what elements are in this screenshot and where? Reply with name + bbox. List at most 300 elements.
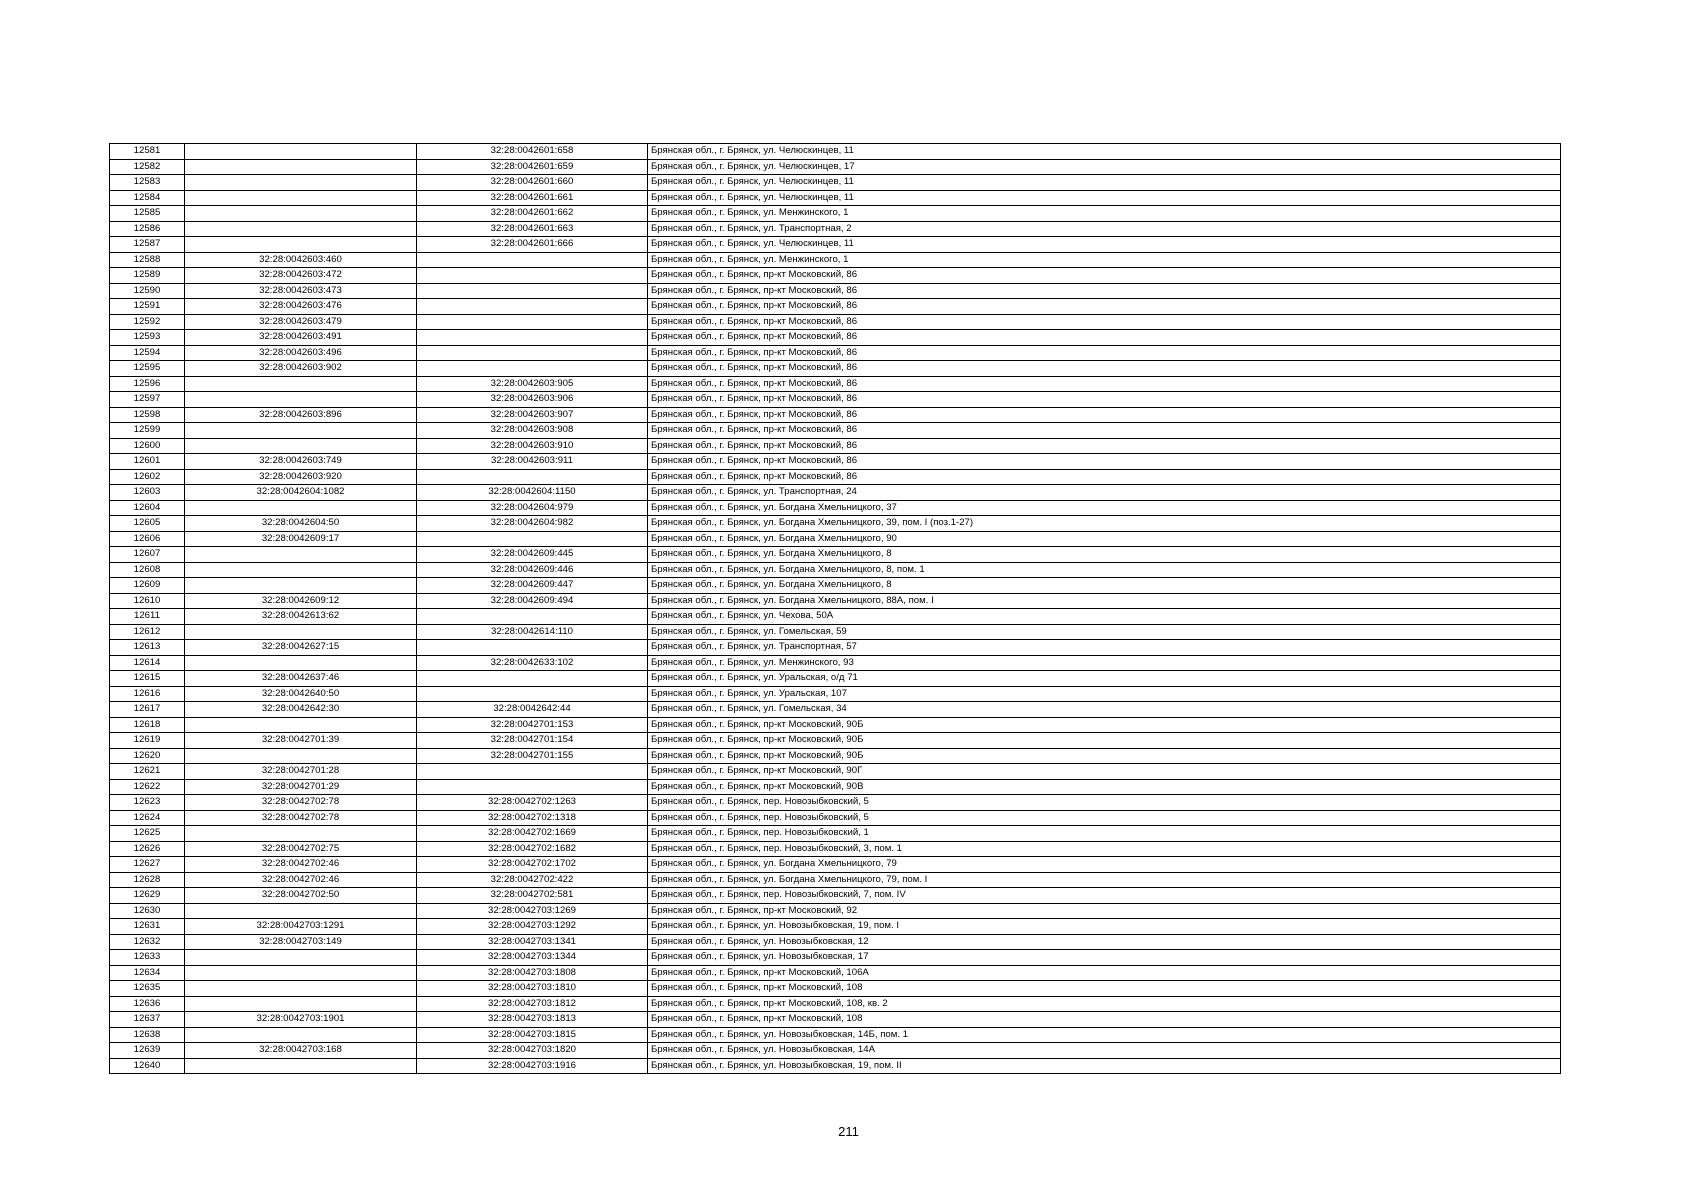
row-number-cell: 12614 (110, 655, 185, 671)
address-cell: Брянская обл., г. Брянск, ул. Новозыбковская, 14А (648, 1043, 1561, 1059)
building-cadastral-number-cell: 32:28:0042703:1916 (417, 1058, 648, 1074)
table-row (110, 221, 1561, 237)
building-cadastral-number-cell: 32:28:0042703:1269 (417, 903, 648, 919)
row-number-cell: 12601 (110, 454, 185, 470)
row-number-cell: 12595 (110, 361, 185, 377)
land-cadastral-number-cell (185, 1027, 417, 1043)
building-cadastral-number-cell (417, 252, 648, 268)
address-cell: Брянская обл., г. Брянск, пер. Новозыбковский, 5 (648, 795, 1561, 811)
address-cell: Брянская обл., г. Брянск, ул. Богдана Хмельницкого, 8 (648, 547, 1561, 563)
row-number-cell: 12638 (110, 1027, 185, 1043)
table-row (110, 159, 1561, 175)
building-cadastral-number-cell: 32:28:0042603:905 (417, 376, 648, 392)
address-cell: Брянская обл., г. Брянск, ул. Уральская, 107 (648, 686, 1561, 702)
land-cadastral-number-cell (185, 996, 417, 1012)
table-row (110, 562, 1561, 578)
table-row (110, 717, 1561, 733)
table-row (110, 190, 1561, 206)
table-row (110, 686, 1561, 702)
land-cadastral-number-cell (185, 159, 417, 175)
address-cell: Брянская обл., г. Брянск, пр-кт Московский, 86 (648, 454, 1561, 470)
table-row (110, 609, 1561, 625)
address-cell: Брянская обл., г. Брянск, ул. Новозыбковская, 14Б, пом. 1 (648, 1027, 1561, 1043)
land-cadastral-number-cell: 32:28:0042604:50 (185, 516, 417, 532)
land-cadastral-number-cell (185, 438, 417, 454)
row-number-cell: 12620 (110, 748, 185, 764)
building-cadastral-number-cell: 32:28:0042701:154 (417, 733, 648, 749)
row-number-cell: 12592 (110, 314, 185, 330)
building-cadastral-number-cell: 32:28:0042609:447 (417, 578, 648, 594)
land-cadastral-number-cell: 32:28:0042603:902 (185, 361, 417, 377)
land-cadastral-number-cell: 32:28:0042640:50 (185, 686, 417, 702)
building-cadastral-number-cell: 32:28:0042609:446 (417, 562, 648, 578)
building-cadastral-number-cell: 32:28:0042603:907 (417, 407, 648, 423)
building-cadastral-number-cell: 32:28:0042601:660 (417, 175, 648, 191)
address-cell: Брянская обл., г. Брянск, ул. Транспортная, 24 (648, 485, 1561, 501)
land-cadastral-number-cell: 32:28:0042609:12 (185, 593, 417, 609)
building-cadastral-number-cell (417, 299, 648, 315)
building-cadastral-number-cell: 32:28:0042603:908 (417, 423, 648, 439)
land-cadastral-number-cell (185, 547, 417, 563)
row-number-cell: 12598 (110, 407, 185, 423)
land-cadastral-number-cell: 32:28:0042703:149 (185, 934, 417, 950)
table-row (110, 950, 1561, 966)
row-number-cell: 12628 (110, 872, 185, 888)
building-cadastral-number-cell: 32:28:0042702:422 (417, 872, 648, 888)
row-number-cell: 12581 (110, 144, 185, 160)
table-row (110, 748, 1561, 764)
address-cell: Брянская обл., г. Брянск, пр-кт Московский, 86 (648, 392, 1561, 408)
building-cadastral-number-cell: 32:28:0042703:1813 (417, 1012, 648, 1028)
building-cadastral-number-cell: 32:28:0042702:1263 (417, 795, 648, 811)
address-cell: Брянская обл., г. Брянск, пр-кт Московский, 86 (648, 376, 1561, 392)
table-row (110, 919, 1561, 935)
land-cadastral-number-cell (185, 175, 417, 191)
row-number-cell: 12609 (110, 578, 185, 594)
address-cell: Брянская обл., г. Брянск, пер. Новозыбковский, 1 (648, 826, 1561, 842)
row-number-cell: 12608 (110, 562, 185, 578)
table-row (110, 888, 1561, 904)
table-row (110, 841, 1561, 857)
address-cell: Брянская обл., г. Брянск, пр-кт Московский, 92 (648, 903, 1561, 919)
row-number-cell: 12615 (110, 671, 185, 687)
table-row (110, 407, 1561, 423)
table-row (110, 671, 1561, 687)
table-row (110, 578, 1561, 594)
address-cell: Брянская обл., г. Брянск, ул. Новозыбковская, 19, пом. I (648, 919, 1561, 935)
address-cell: Брянская обл., г. Брянск, ул. Менжинского, 93 (648, 655, 1561, 671)
address-cell: Брянская обл., г. Брянск, ул. Богдана Хмельницкого, 8 (648, 578, 1561, 594)
address-cell: Брянская обл., г. Брянск, пр-кт Московский, 90Б (648, 748, 1561, 764)
address-cell: Брянская обл., г. Брянск, пр-кт Московский, 86 (648, 268, 1561, 284)
row-number-cell: 12639 (110, 1043, 185, 1059)
table-row (110, 206, 1561, 222)
row-number-cell: 12604 (110, 500, 185, 516)
page-number: 211 (838, 1124, 859, 1139)
building-cadastral-number-cell: 32:28:0042701:153 (417, 717, 648, 733)
table-row (110, 965, 1561, 981)
address-cell: Брянская обл., г. Брянск, пр-кт Московский, 108 (648, 981, 1561, 997)
building-cadastral-number-cell: 32:28:0042604:1150 (417, 485, 648, 501)
row-number-cell: 12616 (110, 686, 185, 702)
address-cell: Брянская обл., г. Брянск, пр-кт Московский, 90Б (648, 717, 1561, 733)
land-cadastral-number-cell (185, 392, 417, 408)
address-cell: Брянская обл., г. Брянск, ул. Менжинского, 1 (648, 252, 1561, 268)
address-cell: Брянская обл., г. Брянск, пер. Новозыбковский, 7, пом. IV (648, 888, 1561, 904)
row-number-cell: 12596 (110, 376, 185, 392)
address-cell: Брянская обл., г. Брянск, ул. Менжинского, 1 (648, 206, 1561, 222)
row-number-cell: 12629 (110, 888, 185, 904)
building-cadastral-number-cell: 32:28:0042702:1682 (417, 841, 648, 857)
table-row (110, 1027, 1561, 1043)
row-number-cell: 12607 (110, 547, 185, 563)
row-number-cell: 12611 (110, 609, 185, 625)
land-cadastral-number-cell (185, 376, 417, 392)
row-number-cell: 12618 (110, 717, 185, 733)
table-row (110, 1058, 1561, 1074)
building-cadastral-number-cell (417, 640, 648, 656)
table-row (110, 485, 1561, 501)
row-number-cell: 12634 (110, 965, 185, 981)
land-cadastral-number-cell: 32:28:0042603:496 (185, 345, 417, 361)
building-cadastral-number-cell: 32:28:0042702:581 (417, 888, 648, 904)
row-number-cell: 12621 (110, 764, 185, 780)
row-number-cell: 12582 (110, 159, 185, 175)
building-cadastral-number-cell (417, 686, 648, 702)
land-cadastral-number-cell: 32:28:0042627:15 (185, 640, 417, 656)
address-cell: Брянская обл., г. Брянск, ул. Транспортная, 57 (648, 640, 1561, 656)
table-row (110, 593, 1561, 609)
address-cell: Брянская обл., г. Брянск, пр-кт Московский, 86 (648, 438, 1561, 454)
building-cadastral-number-cell (417, 314, 648, 330)
land-cadastral-number-cell (185, 624, 417, 640)
land-cadastral-number-cell: 32:28:0042603:749 (185, 454, 417, 470)
land-cadastral-number-cell (185, 190, 417, 206)
building-cadastral-number-cell: 32:28:0042601:658 (417, 144, 648, 160)
table-row (110, 438, 1561, 454)
row-number-cell: 12640 (110, 1058, 185, 1074)
address-cell: Брянская обл., г. Брянск, ул. Челюскинцев, 17 (648, 159, 1561, 175)
address-cell: Брянская обл., г. Брянск, пр-кт Московский, 86 (648, 407, 1561, 423)
land-cadastral-number-cell: 32:28:0042637:46 (185, 671, 417, 687)
address-cell: Брянская обл., г. Брянск, ул. Уральская, о/д 71 (648, 671, 1561, 687)
building-cadastral-number-cell: 32:28:0042603:911 (417, 454, 648, 470)
building-cadastral-number-cell: 32:28:0042601:659 (417, 159, 648, 175)
address-cell: Брянская обл., г. Брянск, ул. Новозыбковская, 12 (648, 934, 1561, 950)
row-number-cell: 12597 (110, 392, 185, 408)
land-cadastral-number-cell: 32:28:0042702:46 (185, 857, 417, 873)
row-number-cell: 12589 (110, 268, 185, 284)
land-cadastral-number-cell (185, 423, 417, 439)
building-cadastral-number-cell: 32:28:0042633:102 (417, 655, 648, 671)
land-cadastral-number-cell (185, 221, 417, 237)
row-number-cell: 12588 (110, 252, 185, 268)
land-cadastral-number-cell: 32:28:0042603:473 (185, 283, 417, 299)
building-cadastral-number-cell: 32:28:0042702:1669 (417, 826, 648, 842)
building-cadastral-number-cell: 32:28:0042601:661 (417, 190, 648, 206)
land-cadastral-number-cell: 32:28:0042702:78 (185, 795, 417, 811)
row-number-cell: 12619 (110, 733, 185, 749)
row-number-cell: 12637 (110, 1012, 185, 1028)
table-row (110, 934, 1561, 950)
table-row (110, 283, 1561, 299)
table-row (110, 981, 1561, 997)
building-cadastral-number-cell (417, 764, 648, 780)
row-number-cell: 12603 (110, 485, 185, 501)
table-row (110, 330, 1561, 346)
row-number-cell: 12605 (110, 516, 185, 532)
table-row (110, 733, 1561, 749)
table-row (110, 345, 1561, 361)
building-cadastral-number-cell: 32:28:0042701:155 (417, 748, 648, 764)
land-cadastral-number-cell: 32:28:0042603:460 (185, 252, 417, 268)
table-row (110, 996, 1561, 1012)
table-row (110, 547, 1561, 563)
row-number-cell: 12625 (110, 826, 185, 842)
address-cell: Брянская обл., г. Брянск, пер. Новозыбковский, 5 (648, 810, 1561, 826)
building-cadastral-number-cell (417, 268, 648, 284)
row-number-cell: 12632 (110, 934, 185, 950)
registry-table (109, 143, 1561, 1074)
address-cell: Брянская обл., г. Брянск, пр-кт Московский, 106А (648, 965, 1561, 981)
address-cell: Брянская обл., г. Брянск, ул. Богдана Хмельницкого, 88А, пом. I (648, 593, 1561, 609)
land-cadastral-number-cell (185, 206, 417, 222)
row-number-cell: 12633 (110, 950, 185, 966)
address-cell: Брянская обл., г. Брянск, пр-кт Московский, 90В (648, 779, 1561, 795)
table-row (110, 268, 1561, 284)
building-cadastral-number-cell (417, 609, 648, 625)
address-cell: Брянская обл., г. Брянск, ул. Богдана Хмельницкого, 8, пом. 1 (648, 562, 1561, 578)
address-cell: Брянская обл., г. Брянск, пер. Новозыбковский, 3, пом. 1 (648, 841, 1561, 857)
land-cadastral-number-cell (185, 500, 417, 516)
building-cadastral-number-cell: 32:28:0042614:110 (417, 624, 648, 640)
building-cadastral-number-cell: 32:28:0042609:445 (417, 547, 648, 563)
address-cell: Брянская обл., г. Брянск, ул. Богдана Хмельницкого, 39, пом. I (поз.1-27) (648, 516, 1561, 532)
land-cadastral-number-cell: 32:28:0042642:30 (185, 702, 417, 718)
land-cadastral-number-cell: 32:28:0042702:78 (185, 810, 417, 826)
address-cell: Брянская обл., г. Брянск, ул. Челюскинцев, 11 (648, 190, 1561, 206)
row-number-cell: 12635 (110, 981, 185, 997)
table-row (110, 252, 1561, 268)
table-row (110, 655, 1561, 671)
row-number-cell: 12602 (110, 469, 185, 485)
address-cell: Брянская обл., г. Брянск, пр-кт Московский, 86 (648, 299, 1561, 315)
address-cell: Брянская обл., г. Брянск, ул. Богдана Хмельницкого, 90 (648, 531, 1561, 547)
address-cell: Брянская обл., г. Брянск, ул. Чехова, 50А (648, 609, 1561, 625)
table-row (110, 779, 1561, 795)
row-number-cell: 12594 (110, 345, 185, 361)
address-cell: Брянская обл., г. Брянск, ул. Гомельская, 34 (648, 702, 1561, 718)
land-cadastral-number-cell (185, 950, 417, 966)
building-cadastral-number-cell: 32:28:0042703:1810 (417, 981, 648, 997)
row-number-cell: 12613 (110, 640, 185, 656)
row-number-cell: 12612 (110, 624, 185, 640)
table-row (110, 454, 1561, 470)
building-cadastral-number-cell (417, 345, 648, 361)
land-cadastral-number-cell (185, 826, 417, 842)
building-cadastral-number-cell: 32:28:0042702:1702 (417, 857, 648, 873)
land-cadastral-number-cell: 32:28:0042701:39 (185, 733, 417, 749)
address-cell: Брянская обл., г. Брянск, ул. Транспортная, 2 (648, 221, 1561, 237)
building-cadastral-number-cell (417, 361, 648, 377)
row-number-cell: 12624 (110, 810, 185, 826)
row-number-cell: 12584 (110, 190, 185, 206)
row-number-cell: 12630 (110, 903, 185, 919)
building-cadastral-number-cell: 32:28:0042601:662 (417, 206, 648, 222)
table-row (110, 469, 1561, 485)
land-cadastral-number-cell: 32:28:0042603:472 (185, 268, 417, 284)
land-cadastral-number-cell: 32:28:0042701:29 (185, 779, 417, 795)
building-cadastral-number-cell: 32:28:0042603:906 (417, 392, 648, 408)
land-cadastral-number-cell (185, 578, 417, 594)
table-row (110, 857, 1561, 873)
address-cell: Брянская обл., г. Брянск, пр-кт Московский, 86 (648, 330, 1561, 346)
row-number-cell: 12627 (110, 857, 185, 873)
land-cadastral-number-cell (185, 717, 417, 733)
table-row (110, 795, 1561, 811)
land-cadastral-number-cell (185, 1058, 417, 1074)
land-cadastral-number-cell (185, 965, 417, 981)
row-number-cell: 12623 (110, 795, 185, 811)
land-cadastral-number-cell: 32:28:0042703:1291 (185, 919, 417, 935)
address-cell: Брянская обл., г. Брянск, пр-кт Московский, 86 (648, 314, 1561, 330)
building-cadastral-number-cell (417, 469, 648, 485)
table-row (110, 376, 1561, 392)
address-cell: Брянская обл., г. Брянск, ул. Богдана Хмельницкого, 37 (648, 500, 1561, 516)
address-cell: Брянская обл., г. Брянск, ул. Челюскинцев, 11 (648, 237, 1561, 253)
table-row (110, 640, 1561, 656)
address-cell: Брянская обл., г. Брянск, ул. Новозыбковская, 17 (648, 950, 1561, 966)
row-number-cell: 12586 (110, 221, 185, 237)
row-number-cell: 12591 (110, 299, 185, 315)
address-cell: Брянская обл., г. Брянск, ул. Богдана Хмельницкого, 79, пом. I (648, 872, 1561, 888)
row-number-cell: 12631 (110, 919, 185, 935)
table-row (110, 702, 1561, 718)
building-cadastral-number-cell (417, 531, 648, 547)
address-cell: Брянская обл., г. Брянск, пр-кт Московский, 86 (648, 469, 1561, 485)
table-row (110, 144, 1561, 160)
table-row (110, 826, 1561, 842)
land-cadastral-number-cell (185, 655, 417, 671)
building-cadastral-number-cell: 32:28:0042601:663 (417, 221, 648, 237)
building-cadastral-number-cell: 32:28:0042703:1815 (417, 1027, 648, 1043)
table-row (110, 764, 1561, 780)
row-number-cell: 12610 (110, 593, 185, 609)
table-row (110, 516, 1561, 532)
building-cadastral-number-cell (417, 283, 648, 299)
row-number-cell: 12622 (110, 779, 185, 795)
building-cadastral-number-cell: 32:28:0042609:494 (417, 593, 648, 609)
address-cell: Брянская обл., г. Брянск, пр-кт Московский, 86 (648, 345, 1561, 361)
land-cadastral-number-cell: 32:28:0042603:920 (185, 469, 417, 485)
land-cadastral-number-cell: 32:28:0042603:476 (185, 299, 417, 315)
row-number-cell: 12587 (110, 237, 185, 253)
row-number-cell: 12636 (110, 996, 185, 1012)
building-cadastral-number-cell: 32:28:0042703:1341 (417, 934, 648, 950)
row-number-cell: 12593 (110, 330, 185, 346)
address-cell: Брянская обл., г. Брянск, пр-кт Московский, 86 (648, 283, 1561, 299)
building-cadastral-number-cell: 32:28:0042703:1812 (417, 996, 648, 1012)
row-number-cell: 12583 (110, 175, 185, 191)
table-row (110, 500, 1561, 516)
building-cadastral-number-cell: 32:28:0042642:44 (417, 702, 648, 718)
table-row (110, 531, 1561, 547)
land-cadastral-number-cell: 32:28:0042703:168 (185, 1043, 417, 1059)
land-cadastral-number-cell: 32:28:0042701:28 (185, 764, 417, 780)
land-cadastral-number-cell: 32:28:0042702:46 (185, 872, 417, 888)
building-cadastral-number-cell: 32:28:0042703:1344 (417, 950, 648, 966)
registry-table-body (110, 144, 1561, 1074)
land-cadastral-number-cell (185, 144, 417, 160)
building-cadastral-number-cell: 32:28:0042703:1292 (417, 919, 648, 935)
table-row (110, 423, 1561, 439)
row-number-cell: 12617 (110, 702, 185, 718)
building-cadastral-number-cell: 32:28:0042702:1318 (417, 810, 648, 826)
table-row (110, 392, 1561, 408)
building-cadastral-number-cell: 32:28:0042703:1808 (417, 965, 648, 981)
table-row (110, 1012, 1561, 1028)
land-cadastral-number-cell: 32:28:0042613:62 (185, 609, 417, 625)
land-cadastral-number-cell: 32:28:0042609:17 (185, 531, 417, 547)
land-cadastral-number-cell (185, 562, 417, 578)
building-cadastral-number-cell (417, 779, 648, 795)
land-cadastral-number-cell (185, 981, 417, 997)
land-cadastral-number-cell: 32:28:0042604:1082 (185, 485, 417, 501)
address-cell: Брянская обл., г. Брянск, пр-кт Московский, 86 (648, 361, 1561, 377)
table-row (110, 299, 1561, 315)
address-cell: Брянская обл., г. Брянск, ул. Челюскинцев, 11 (648, 175, 1561, 191)
row-number-cell: 12600 (110, 438, 185, 454)
address-cell: Брянская обл., г. Брянск, пр-кт Московский, 108, кв. 2 (648, 996, 1561, 1012)
building-cadastral-number-cell: 32:28:0042601:666 (417, 237, 648, 253)
land-cadastral-number-cell: 32:28:0042603:896 (185, 407, 417, 423)
building-cadastral-number-cell: 32:28:0042603:910 (417, 438, 648, 454)
table-row (110, 361, 1561, 377)
land-cadastral-number-cell: 32:28:0042703:1901 (185, 1012, 417, 1028)
address-cell: Брянская обл., г. Брянск, пр-кт Московский, 86 (648, 423, 1561, 439)
address-cell: Брянская обл., г. Брянск, ул. Челюскинцев, 11 (648, 144, 1561, 160)
row-number-cell: 12590 (110, 283, 185, 299)
row-number-cell: 12585 (110, 206, 185, 222)
table-row (110, 314, 1561, 330)
land-cadastral-number-cell: 32:28:0042603:479 (185, 314, 417, 330)
address-cell: Брянская обл., г. Брянск, пр-кт Московский, 90Г (648, 764, 1561, 780)
land-cadastral-number-cell: 32:28:0042702:50 (185, 888, 417, 904)
land-cadastral-number-cell (185, 903, 417, 919)
building-cadastral-number-cell: 32:28:0042703:1820 (417, 1043, 648, 1059)
row-number-cell: 12606 (110, 531, 185, 547)
table-row (110, 903, 1561, 919)
row-number-cell: 12626 (110, 841, 185, 857)
land-cadastral-number-cell (185, 748, 417, 764)
land-cadastral-number-cell: 32:28:0042702:75 (185, 841, 417, 857)
address-cell: Брянская обл., г. Брянск, ул. Новозыбковская, 19, пом. II (648, 1058, 1561, 1074)
address-cell: Брянская обл., г. Брянск, ул. Гомельская, 59 (648, 624, 1561, 640)
building-cadastral-number-cell: 32:28:0042604:979 (417, 500, 648, 516)
table-row (110, 872, 1561, 888)
land-cadastral-number-cell (185, 237, 417, 253)
building-cadastral-number-cell: 32:28:0042604:982 (417, 516, 648, 532)
building-cadastral-number-cell (417, 671, 648, 687)
table-row (110, 237, 1561, 253)
address-cell: Брянская обл., г. Брянск, ул. Богдана Хмельницкого, 79 (648, 857, 1561, 873)
address-cell: Брянская обл., г. Брянск, пр-кт Московский, 108 (648, 1012, 1561, 1028)
row-number-cell: 12599 (110, 423, 185, 439)
table-row (110, 624, 1561, 640)
building-cadastral-number-cell (417, 330, 648, 346)
address-cell: Брянская обл., г. Брянск, пр-кт Московский, 90Б (648, 733, 1561, 749)
table-row (110, 810, 1561, 826)
